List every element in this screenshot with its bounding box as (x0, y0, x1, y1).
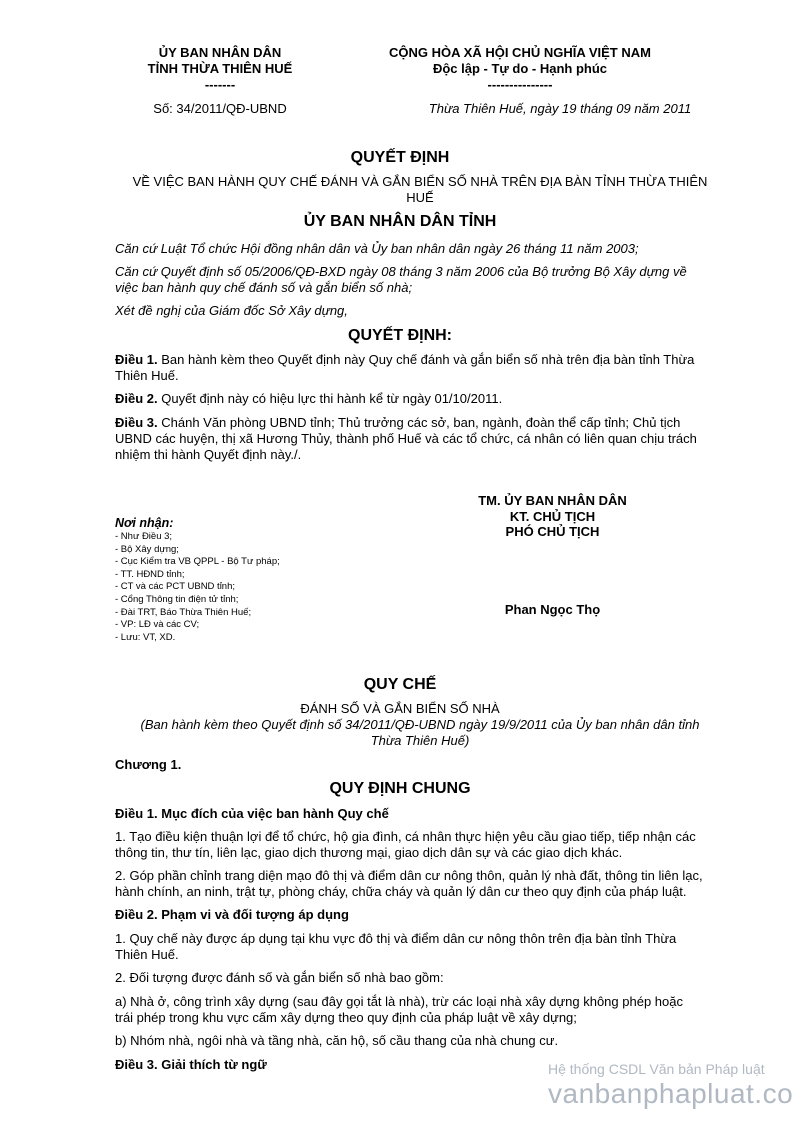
authority-title: ỦY BAN NHÂN DÂN TỈNH (303, 213, 497, 230)
section-2-heading: Điều 2. Phạm vi và đối tượng áp dụng (115, 907, 349, 922)
section-2-para-b: b) Nhóm nhà, ngôi nhà và tầng nhà, căn hộ, số cầu thang của nhà chung cư. (115, 1033, 559, 1048)
section-2-para-a-line2: trái phép trong khu vực cấm xây dựng theo quy định của pháp luật về xây dựng; (115, 1010, 577, 1025)
section-1-para-1-line1: 1. Tạo điều kiện thuận lợi để tổ chức, hộ gia đình, cá nhân thực hiện yêu cầu giao tiếp, tiếp nhận các (115, 829, 696, 844)
recipient-item: - Lưu: VT, XD. (115, 631, 176, 643)
regulation-title: QUY CHẾ (363, 676, 437, 693)
article-3-text-line3: nhiệm thi hành Quyết định này./. (115, 447, 302, 462)
legal-basis-2-line1: Căn cứ Quyết định số 05/2006/QĐ-BXD ngày 08 tháng 3 năm 2006 của Bộ trưởng Bộ Xây dựng về (115, 264, 687, 279)
section-2-para-1-line1: 1. Quy chế này được áp dụng tại khu vực đô thị và điểm dân cư nông thôn trên địa bàn tỉnh Thừa (115, 931, 677, 946)
regulation-subtitle: ĐÁNH SỐ VÀ GẮN BIỂN SỐ NHÀ (300, 701, 500, 716)
section-2-para-a-line1: a) Nhà ở, công trình xây dựng (sau đây gọi tắt là nhà), trừ các loại nhà xây dựng không phép hoặc (115, 994, 683, 1009)
section-1-para-1-line2: thông tin, thư tín, liên lạc, giao dịch thương mại, giao dịch dân sự và các giao dịch khác. (115, 845, 623, 860)
signature-line2: KT. CHỦ TỊCH (509, 508, 596, 524)
legal-basis-3: Xét đề nghị của Giám đốc Sở Xây dựng, (115, 303, 348, 318)
watermark-line2: vanbanphapluat.co (548, 1078, 794, 1109)
national-motto: Độc lập - Tự do - Hạnh phúc (432, 61, 608, 76)
recipient-item: - Đài TRT, Báo Thừa Thiên Huế; (115, 606, 252, 618)
article-1 (115, 352, 725, 384)
article-2-label: Điều 2. (115, 391, 158, 406)
decision-subject (110, 174, 730, 206)
regulation-note-line2: Thừa Thiên Huế) (370, 733, 470, 748)
chapter-label: Chương 1. (115, 757, 182, 772)
recipient-item: - Cục Kiểm tra VB QPPL - Bộ Tư pháp; (115, 556, 280, 568)
document-number: Số: 34/2011/QĐ-UBND (153, 101, 287, 116)
recipient-item: - Bộ Xây dựng; (115, 543, 179, 555)
regulation-note-line1: (Ban hành kèm theo Quyết định số 34/2011/QĐ-UBND ngày 19/9/2011 của Ủy ban nhân dân tỉnh (140, 717, 700, 732)
article-1-label: Điều 1. (115, 352, 158, 367)
issuer-block (115, 45, 325, 93)
legal-basis-2 (115, 264, 725, 296)
signature-line3: PHÓ CHỦ TỊCH (505, 524, 600, 539)
recipient-item: - VP: LĐ và các CV; (115, 619, 200, 631)
decision-title: QUYẾT ĐỊNH (350, 149, 450, 166)
section-1-heading: Điều 1. Mục đích của việc ban hành Quy chế (115, 806, 389, 821)
article-2-text: Quyết định này có hiệu lực thi hành kể từ ngày 01/10/2011. (157, 391, 503, 406)
article-1-text: Ban hành kèm theo Quyết định này Quy chế đánh và gắn biển số nhà trên địa bàn tỉnh Thừa (157, 352, 695, 367)
section-2-para-2: 2. Đối tượng được đánh số và gắn biển số nhà bao gồm: (115, 970, 444, 985)
place-date: Thừa Thiên Huế, ngày 19 tháng 09 năm 2011 (428, 101, 692, 116)
decision-title-2: QUYẾT ĐỊNH: (348, 327, 452, 344)
regulation-note (110, 717, 730, 749)
recipient-item: - TT. HĐND tỉnh; (115, 568, 185, 580)
section-2-para-1 (115, 931, 725, 963)
legal-basis-2-line2: việc ban hành quy chế đánh số và gắn biển số nhà; (115, 280, 413, 295)
section-2-para-a (115, 994, 725, 1026)
recipients-title: Nơi nhận: (115, 516, 174, 530)
decision-subject-line2: HUẾ (406, 190, 434, 205)
section-1-para-2 (115, 868, 725, 900)
chapter-title: QUY ĐỊNH CHUNG (329, 780, 471, 797)
section-1-para-1 (115, 829, 725, 861)
issuer-line2: TỈNH THỪA THIÊN HUẾ (147, 61, 293, 76)
recipient-item: - Cổng Thông tin điện tử tỉnh; (115, 593, 239, 605)
signer-name: Phan Ngọc Thọ (504, 602, 601, 617)
issuer-separator: ------- (204, 77, 236, 92)
article-1-text-line2: Thiên Huế. (115, 368, 179, 383)
recipient-item: - Như Điều 3; (115, 531, 173, 542)
article-3 (115, 415, 725, 463)
recipients-list (115, 531, 375, 644)
section-1-para-2-line2: hành chính, an ninh, trật tự, phòng cháy, chữa cháy và quản lý dân cư theo quy định của pháp luật. (115, 884, 687, 899)
national-separator: --------------- (487, 77, 553, 92)
article-3-label: Điều 3. (115, 415, 158, 430)
signature-line1: TM. ỦY BAN NHÂN DÂN (478, 493, 627, 508)
legal-basis-1: Căn cứ Luật Tổ chức Hội đồng nhân dân và Ủy ban nhân dân ngày 26 tháng 11 năm 2003; (115, 241, 639, 256)
decision-subject-line1: VỀ VIỆC BAN HÀNH QUY CHẾ ĐÁNH VÀ GẮN BIỂN SỐ NHÀ TRÊN ĐỊA BÀN TỈNH THỪA THIÊN (132, 174, 708, 189)
issuer-line1: ỦY BAN NHÂN DÂN (158, 45, 282, 60)
recipient-item: - CT và các PCT UBND tỉnh; (115, 581, 236, 593)
section-2-para-1-line2: Thiên Huế. (115, 947, 179, 962)
signature-block (440, 493, 665, 540)
article-3-text-line2: UBND các huyện, thị xã Hương Thủy, thành phố Huế và các tổ chức, cá nhân có liên quan chịu trách (115, 431, 697, 446)
article-2 (115, 391, 725, 407)
national-title: CỘNG HÒA XÃ HỘI CHỦ NGHĨA VIỆT NAM (389, 45, 651, 60)
section-3-heading: Điều 3. Giải thích từ ngữ (115, 1057, 267, 1072)
section-1-para-2-line1: 2. Góp phần chỉnh trang diện mạo đô thị và điểm dân cư nông thôn, quản lý nhà đất, thông tin liên lạc, (115, 868, 703, 883)
article-3-text: Chánh Văn phòng UBND tỉnh; Thủ trưởng các sở, ban, ngành, đoàn thể cấp tỉnh; Chủ tịch (157, 415, 681, 430)
watermark-line1: Hệ thống CSDL Văn bản Pháp luật (548, 1061, 765, 1077)
national-title-block (350, 45, 690, 93)
